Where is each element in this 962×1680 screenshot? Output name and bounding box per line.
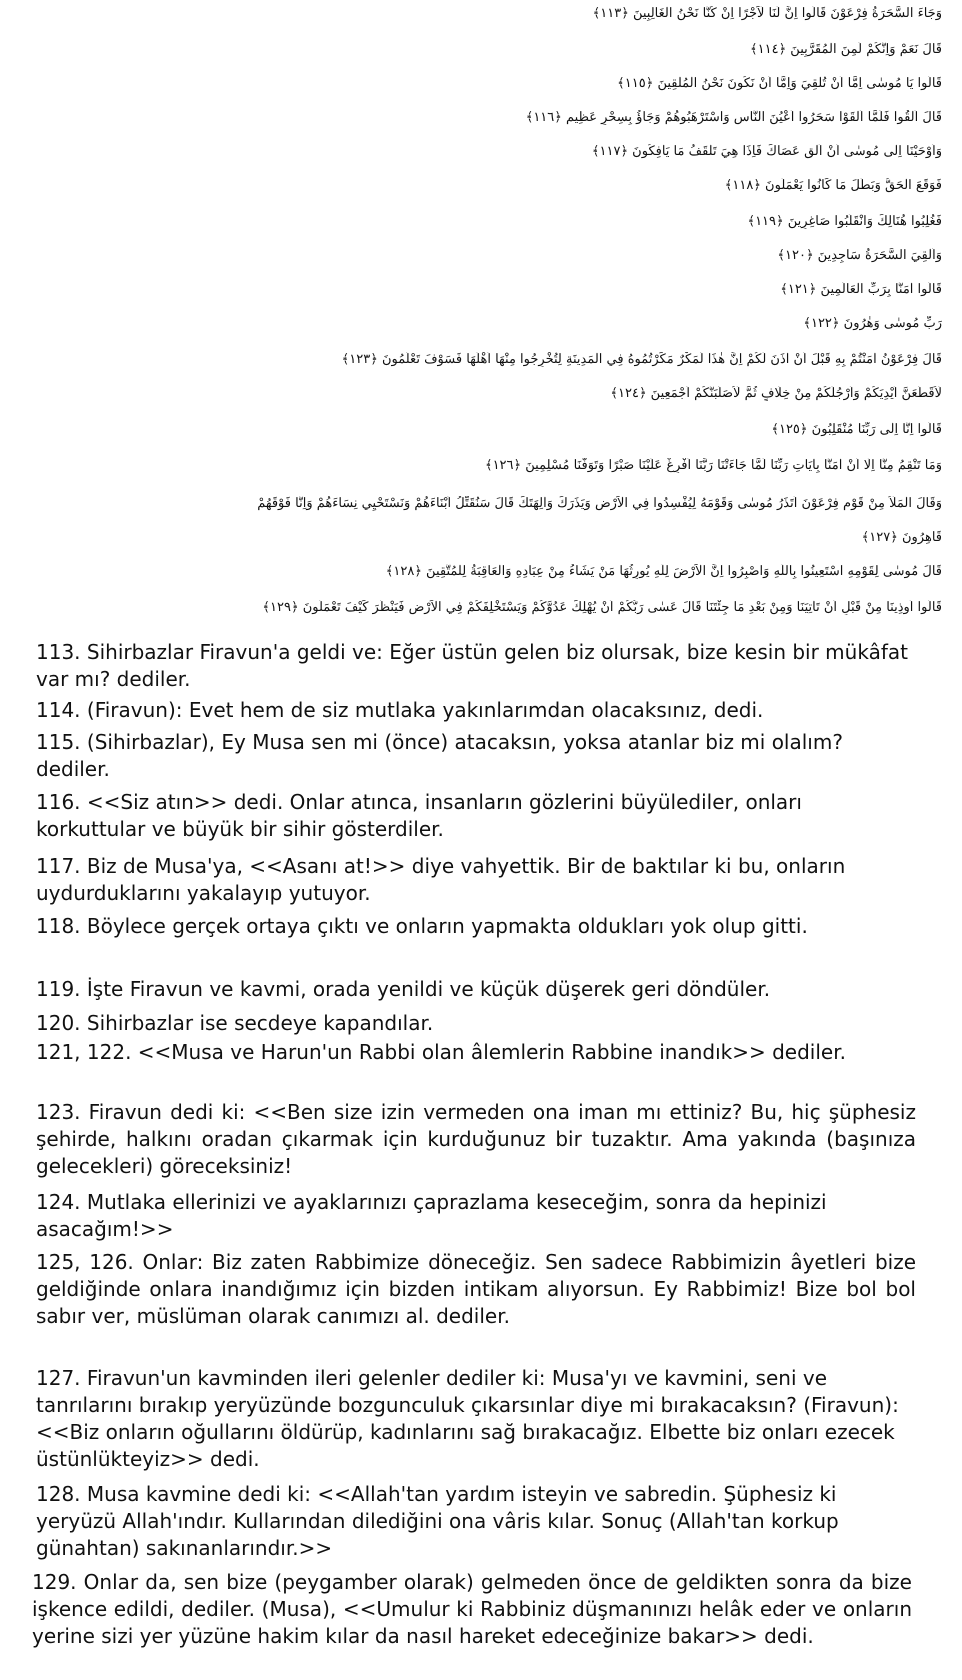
translation-128: 128. Musa kavmine dedi ki: <<Allah'tan yardım isteyin ve sabredin. Şüphesiz ki yeryüzü Allah'ındır. Kullarından dilediğini ona vâris kılar. Sonuç (Allah'tan korkup günahtan) sakınanlarındır.>> — [36, 1482, 839, 1560]
arabic-verse-128: قَالَ مُوسٰى لِقَوْمِهِ اسْتَعِينُوا بِاللّٰهِ وَاصْبِرُوا اِنَّ الْاَرْضَ لِلّٰهِ يُورِثُهَا مَنْ يَشَاءُ مِنْ عِبَادِهِ وَالْعَاقِبَةُ لِلْمُتَّقِينَ ﴿١٢٨﴾ — [385, 564, 942, 579]
translation-115: 115. (Sihirbazlar), Ey Musa sen mi (önce) atacaksın, yoksa atanlar biz mi olalım? dediler. — [36, 730, 843, 781]
translation-127: 127. Firavun'un kavminden ileri gelenler dediler ki: Musa'yı ve kavmini, seni ve tanrılarını bırakıp yeryüzünde bozgunculuk çıkarsınlar diye mi bırakacaksın? (Firavun): <<Biz onların oğullarını öldürüp, kadınlarını sağ bırakacağız. Elbette biz onları ezecek üstünlükteyiz>> dedi. — [36, 1366, 899, 1471]
arabic-verse-127-cont: قَاهِرُونَ ﴿١٢٧﴾ — [861, 530, 942, 545]
arabic-verse-115: قَالُوا يَا مُوسٰى اِمَّا اَنْ تُلْقِيَ وَاِمَّا اَنْ نَكُونَ نَحْنُ الْمُلْقِينَ ﴿١١٥﴾ — [617, 76, 942, 91]
arabic-verse-123: قَالَ فِرْعَوْنُ اٰمَنْتُمْ بِهِ قَبْلَ اَنْ اٰذَنَ لَكُمْ اِنَّ هٰذَا لَمَكْرٌ مَكَرْتُمُوهُ فِي الْمَدِينَةِ لِتُخْرِجُوا مِنْهَا اَهْلَهَا فَسَوْفَ تَعْلَمُونَ ﴿١٢٣﴾ — [341, 352, 942, 367]
translation-120: 120. Sihirbazlar ise secdeye kapandılar. — [36, 1011, 434, 1035]
arabic-verse-122: رَبِّ مُوسٰى وَهٰرُونَ ﴿١٢٢﴾ — [803, 316, 942, 331]
translation-129: 129. Onlar da, sen bize (peygamber olarak) gelmeden önce de geldikten sonra da bize işkence edildi, dediler. (Musa), <<Umulur ki Rabbiniz düşmanınızı helâk eder ve onların yerine sizi yer yüzüne hakim kılar da nasıl hareket edeceğinize bakar>> dedi. — [32, 1570, 912, 1648]
arabic-verse-120: وَاُلْقِيَ السَّحَرَةُ سَاجِدِينَ ﴿١٢٠﴾ — [777, 248, 942, 263]
translation-113: 113. Sihirbazlar Firavun'a geldi ve: Eğer üstün gelen biz olursak, bize kesin bir mükâfat var mı? dediler. — [36, 640, 908, 691]
arabic-verse-121: قَالُوا اٰمَنَّا بِرَبِّ الْعَالَمِينَ ﴿١٢١﴾ — [780, 282, 942, 297]
translation-124: 124. Mutlaka ellerinizi ve ayaklarınızı çaprazlama keseceğim, sonra da hepinizi asacağım!>> — [36, 1190, 827, 1241]
arabic-verse-117: وَاَوْحَيْنَا اِلٰى مُوسٰى اَنْ اَلْقِ عَصَاكَ فَاِذَا هِيَ تَلْقَفُ مَا يَاْفِكُونَ ﴿١١٧﴾ — [591, 144, 942, 159]
translation-123: 123. Firavun dedi ki: <<Ben size izin vermeden ona iman mı ettiniz? Bu, hiç şüphesiz şehirde, halkını oradan çıkarmak için kurduğunuz bir tuzaktır. Ama yakında (başınıza gelecekleri) göreceksiniz! — [36, 1100, 916, 1178]
arabic-verse-116: قَالَ اَلْقُوا فَلَمَّا اَلْقَوْا سَحَرُوا اَعْيُنَ النَّاسِ وَاسْتَرْهَبُوهُمْ وَجَاؤُ بِسِحْرٍ عَظِيمٍ ﴿١١٦﴾ — [525, 110, 942, 125]
translation-125-126: 125, 126. Onlar: Biz zaten Rabbimize döneceğiz. Sen sadece Rabbimizin âyetleri bize geldiğinde onlara inandığımız için bizden intikam alıyorsun. Ey Rabbimiz! Bize bol bol sabır ver, müslüman olarak canımızı al. dediler. — [36, 1250, 916, 1328]
arabic-verse-125: قَالُوا اِنَّا اِلٰى رَبِّنَا مُنْقَلِبُونَ ﴿١٢٥﴾ — [771, 422, 942, 437]
arabic-verse-129: قَالُوا اُوذِينَا مِنْ قَبْلِ اَنْ تَاْتِيَنَا وَمِنْ بَعْدِ مَا جِئْتَنَا قَالَ عَسٰى رَبُّكُمْ اَنْ يُهْلِكَ عَدُوَّكُمْ وَيَسْتَخْلِفَكُمْ فِي الْاَرْضِ فَيَنْظُرَ كَيْفَ تَعْمَلُونَ ﴿١٢٩﴾ — [262, 600, 942, 615]
arabic-verse-124: لَاُقَطِّعَنَّ اَيْدِيَكُمْ وَاَرْجُلَكُمْ مِنْ خِلَافٍ ثُمَّ لَاُصَلِّبَنَّكُمْ اَجْمَعِينَ ﴿١٢٤﴾ — [610, 386, 942, 401]
arabic-verse-113: وَجَاءَ السَّحَرَةُ فِرْعَوْنَ قَالُوا اِنَّ لَنَا لَاَجْرًا اِنْ كُنَّا نَحْنُ الْغَالِبِينَ ﴿١١٣﴾ — [592, 6, 942, 21]
translation-117: 117. Biz de Musa'ya, <<Asanı at!>> diye vahyettik. Bir de baktılar ki bu, onların uydurduklarını yakalayıp yutuyor. — [36, 854, 846, 905]
arabic-verse-126: وَمَا تَنْقِمُ مِنَّا اِلَّا اَنْ اٰمَنَّا بِاٰيَاتِ رَبِّنَا لَمَّا جَاءَتْنَا رَبَّنَا اَفْرِغْ عَلَيْنَا صَبْرًا وَتَوَفَّنَا مُسْلِمِينَ ﴿١٢٦﴾ — [484, 458, 942, 473]
arabic-verse-119: فَغُلِبُوا هُنَالِكَ وَانْقَلَبُوا صَاغِرِينَ ﴿١١٩﴾ — [747, 214, 942, 229]
arabic-verse-127: وَقَالَ الْمَلَاُ مِنْ قَوْمِ فِرْعَوْنَ اَتَذَرُ مُوسٰى وَقَوْمَهُ لِيُفْسِدُوا فِي الْاَرْضِ وَيَذَرَكَ وَاٰلِهَتَكَ قَالَ سَنُقَتِّلُ اَبْنَاءَهُمْ وَنَسْتَحْيِي نِسَاءَهُمْ وَاِنَّا فَوْقَهُمْ — [257, 496, 942, 511]
arabic-verse-118: فَوَقَعَ الْحَقُّ وَبَطَلَ مَا كَانُوا يَعْمَلُونَ ﴿١١٨﴾ — [724, 178, 942, 193]
translation-118: 118. Böylece gerçek ortaya çıktı ve onların yapmakta oldukları yok olup gitti. — [36, 914, 808, 938]
arabic-verse-114: قَالَ نَعَمْ وَاِنَّكُمْ لَمِنَ الْمُقَرَّبِينَ ﴿١١٤﴾ — [749, 42, 942, 57]
translation-121-122: 121, 122. <<Musa ve Harun'un Rabbi olan âlemlerin Rabbine inandık>> dediler. — [36, 1040, 846, 1064]
translation-116: 116. <<Siz atın>> dedi. Onlar atınca, insanların gözlerini büyülediler, onları korkuttular ve büyük bir sihir gösterdiler. — [36, 790, 802, 841]
translation-119: 119. İşte Firavun ve kavmi, orada yenildi ve küçük düşerek geri döndüler. — [36, 977, 771, 1001]
translation-114: 114. (Firavun): Evet hem de siz mutlaka yakınlarımdan olacaksınız, dedi. — [36, 698, 764, 722]
